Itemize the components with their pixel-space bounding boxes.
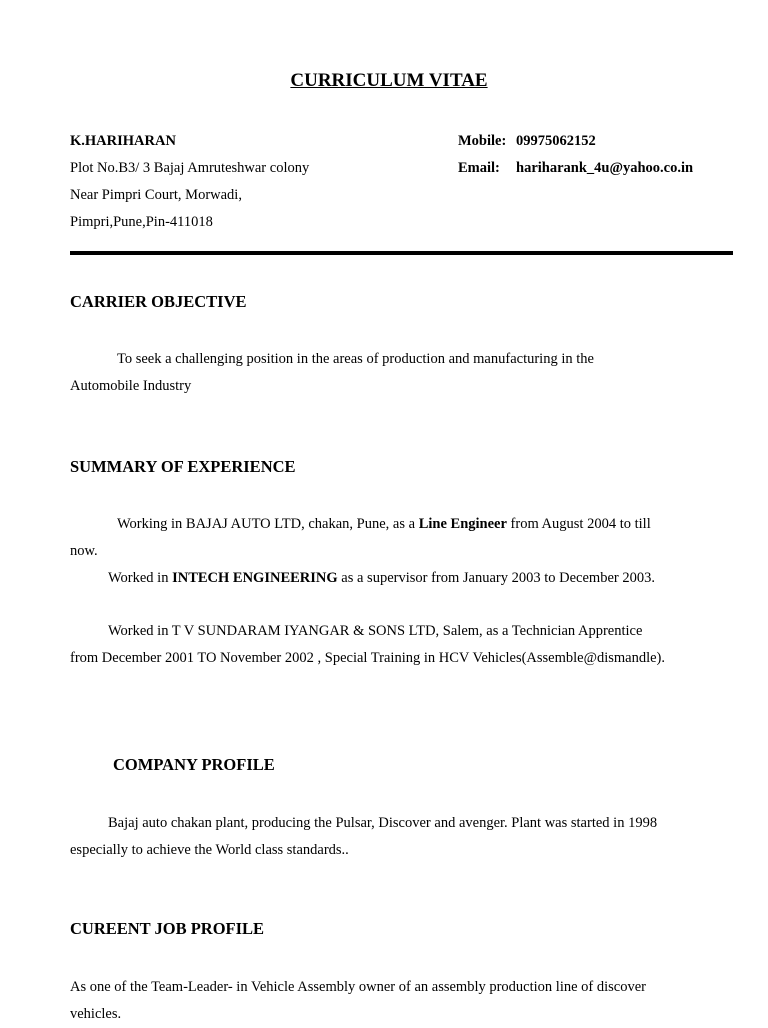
current-job-heading: CUREENT JOB PROFILE (70, 919, 265, 938)
experience-2-company: INTECH ENGINEERING (172, 570, 338, 586)
company-line-2: especially to achieve the World class standards.. (70, 842, 349, 858)
email-label: Email: (458, 160, 500, 176)
address-line-1: Plot No.B3/ 3 Bajaj Amruteshwar colony (70, 160, 310, 176)
experience-3-line-1: Worked in T V SUNDARAM IYANGAR & SONS LTD, Salem, as a Technician Apprentice (108, 623, 643, 639)
company-text (70, 810, 720, 864)
objective-text (70, 346, 720, 400)
mobile-label: Mobile: (458, 133, 507, 149)
email-value[interactable]: hariharank_4u@yahoo.co.in (516, 160, 694, 176)
experience-1-post: from August 2004 to till (506, 516, 651, 532)
header-divider (70, 251, 733, 255)
objective-line-2: Automobile Industry (70, 378, 192, 394)
objective-heading: CARRIER OBJECTIVE (70, 292, 247, 311)
company-heading: COMPANY PROFILE (113, 755, 275, 774)
experience-3-line-2: from December 2001 TO November 2002 , Special Training in HCV Vehicles(Assemble@dismandle). (70, 650, 666, 666)
objective-line-1: To seek a challenging position in the areas of production and manufacturing in the (117, 351, 594, 367)
experience-1-pre: Working in BAJAJ AUTO LTD, chakan, Pune, as a (117, 516, 419, 532)
experience-2-pre: Worked in (108, 570, 173, 586)
current-job-text (70, 974, 720, 1028)
current-job-line-2: vehicles. (70, 1006, 122, 1022)
current-job-line-1: As one of the Team-Leader- in Vehicle Assembly owner of an assembly production line of discover (70, 979, 646, 995)
experience-item-1 (70, 511, 720, 565)
experience-item-3 (70, 618, 730, 672)
document-title: CURRICULUM VITAE (290, 70, 488, 91)
mobile-value: 09975062152 (516, 133, 596, 149)
experience-2-post: as a supervisor from January 2003 to December 2003. (337, 570, 655, 586)
experience-1-role: Line Engineer (418, 516, 507, 532)
address-line-2: Near Pimpri Court, Morwadi, (70, 187, 242, 203)
experience-item-2 (70, 565, 720, 592)
experience-1-line-2: now. (70, 543, 98, 559)
candidate-name: K.HARIHARAN (70, 133, 176, 149)
company-line-1: Bajaj auto chakan plant, producing the Pulsar, Discover and avenger. Plant was started in 1998 (108, 815, 658, 831)
address-line-3: Pimpri,Pune,Pin-411018 (70, 214, 213, 230)
experience-heading: SUMMARY OF EXPERIENCE (70, 457, 296, 476)
